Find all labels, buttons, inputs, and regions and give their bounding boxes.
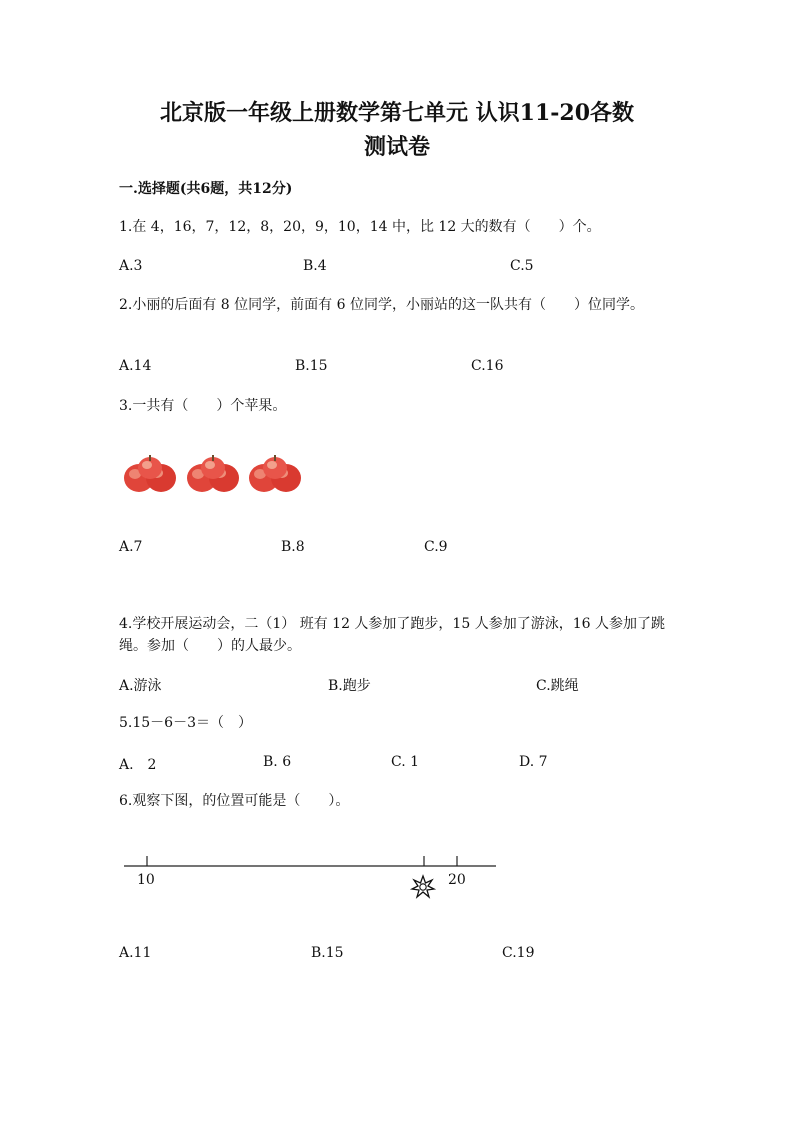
page-title (60, 96, 734, 164)
number-line-label-10: 10 (137, 872, 155, 888)
apple-group-2 (184, 452, 242, 496)
sun-icon (412, 876, 434, 897)
question-1-option-b: B.4 (303, 258, 327, 274)
question-2-option-b: B.15 (295, 358, 328, 374)
question-6-option-a: A.11 (119, 945, 152, 961)
question-5-option-c: C. 1 (391, 754, 420, 770)
title-line-1: 北京版一年级上册数学第七单元 认识11-20各数 (159, 100, 635, 126)
question-6-text: 6.观察下图，的位置可能是（ ）。 (119, 793, 350, 809)
question-3-option-a: A.7 (119, 539, 143, 555)
question-5-option-b: B. 6 (263, 754, 292, 770)
question-2-option-a: A.14 (119, 358, 152, 374)
question-4-option-a: A.游泳 (119, 678, 162, 694)
question-3-text: 3.一共有（ ）个苹果。 (119, 398, 287, 414)
question-4-text: 4.学校开展运动会，二（1） 班有 12 人参加了跑步，15 人参加了游泳，16 人参加了跳绳。参加（ ）的人最少。 (119, 616, 665, 654)
question-2-option-c: C.16 (471, 358, 504, 374)
question-2-text: 2.小丽的后面有 8 位同学，前面有 6 位同学，小丽站的这一队共有（ ）位同学。 (119, 297, 644, 313)
apple-group-3 (246, 452, 304, 496)
number-line-label-20: 20 (448, 872, 466, 888)
question-1-text: 1.在 4，16，7，12，8，20，9，10，14 中，比 12 大的数有（ ）个。 (119, 219, 601, 235)
question-1-option-a: A.3 (119, 258, 143, 274)
section-heading: 一.选择题(共6题，共12分) (119, 181, 293, 197)
apple-group-1 (121, 452, 179, 496)
question-4-option-c: C.跳绳 (536, 678, 579, 694)
question-5-option-d: D. 7 (519, 754, 548, 770)
question-5-option-a: A. 2 (119, 757, 157, 773)
question-4-option-b: B.跑步 (328, 678, 371, 694)
question-5-text: 5.15－6－3＝（ ） (119, 715, 252, 731)
question-6-option-b: B.15 (311, 945, 344, 961)
question-3-option-b: B.8 (281, 539, 305, 555)
title-line-2: 测试卷 (363, 134, 430, 160)
question-6-option-c: C.19 (502, 945, 535, 961)
question-3-option-c: C.9 (424, 539, 448, 555)
question-1-option-c: C.5 (510, 258, 534, 274)
